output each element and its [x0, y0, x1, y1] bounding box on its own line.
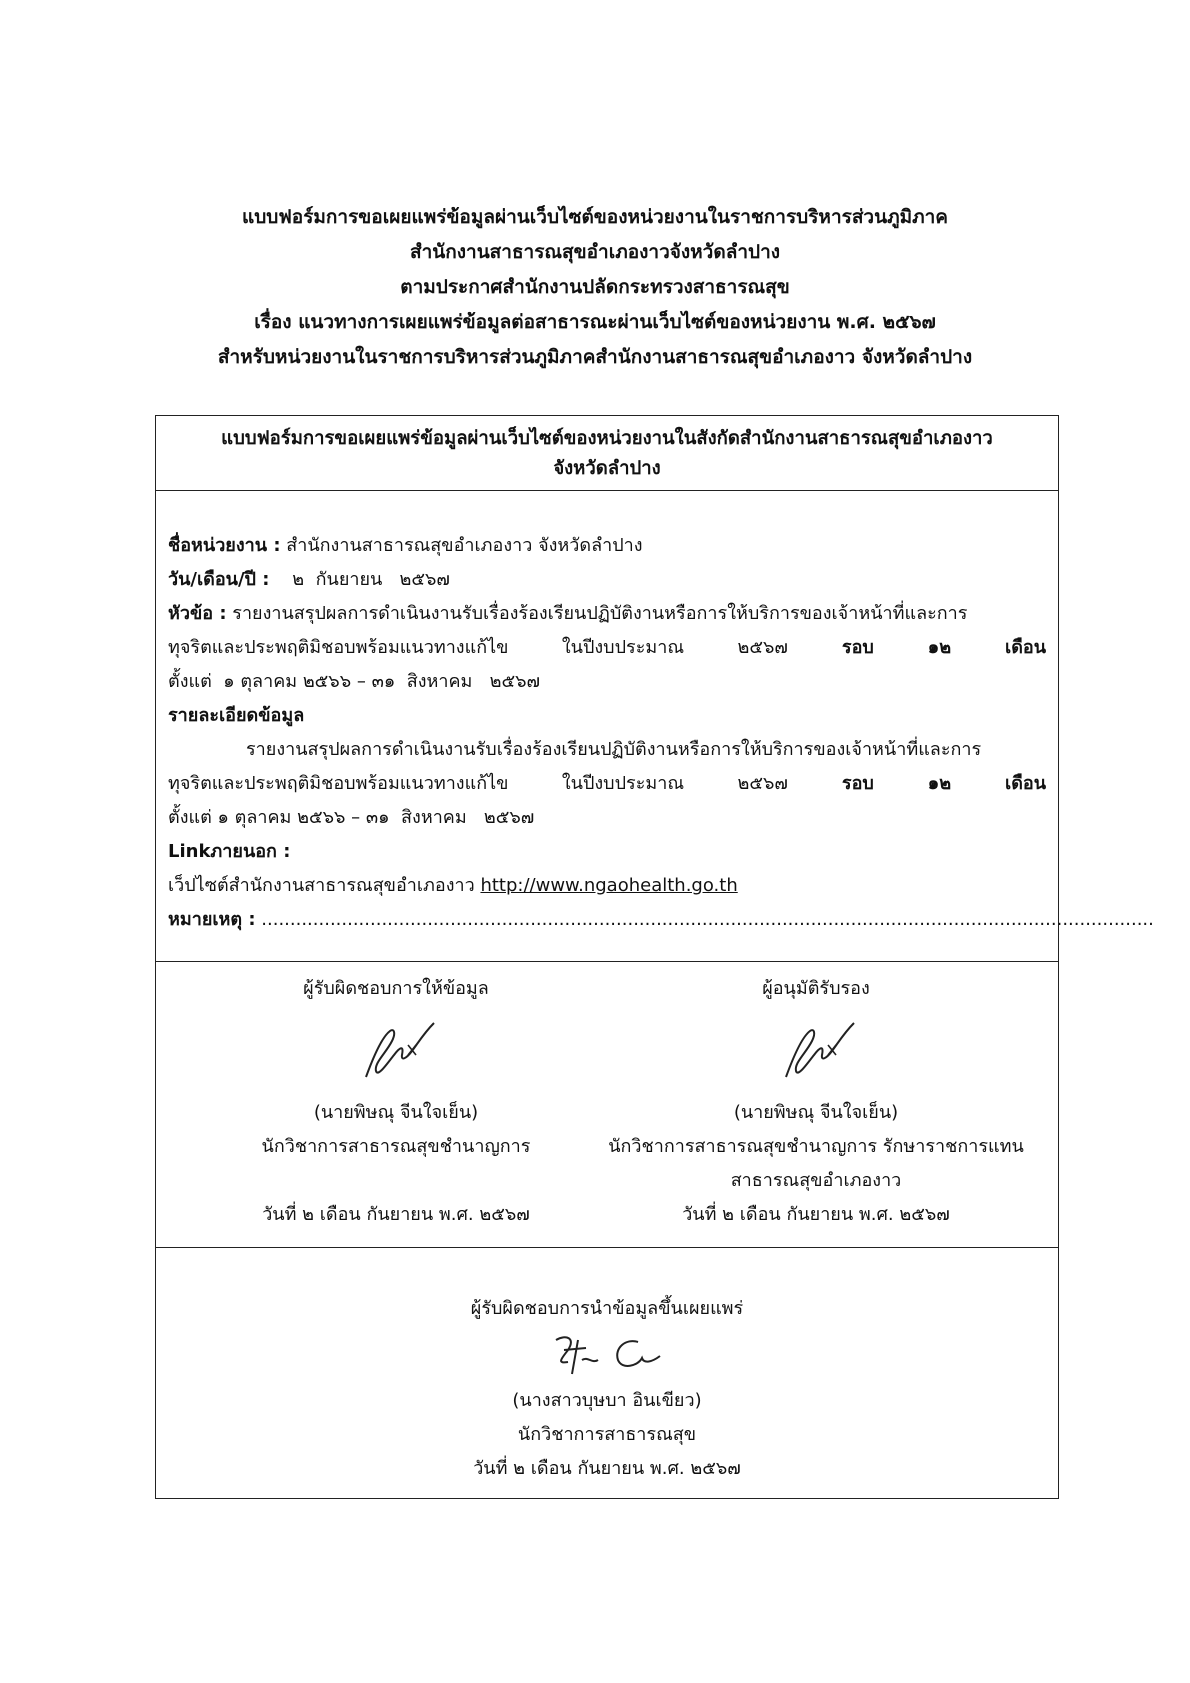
form-title: [156, 416, 1058, 491]
agency-value: สำนักงานสาธารณสุขอำเภองาว จังหวัดลำปาง: [280, 535, 643, 556]
header-line-4: เรื่อง แนวทางการเผยแพร่ข้อมูลต่อสาธารณะผ่านเว็บไซต์ของหน่วยงาน พ.ศ. ๒๕๖๗: [254, 311, 936, 333]
header-line-3: ตามประกาศสำนักงานปลัดกระทรวงสาธารณสุข: [400, 276, 790, 298]
link-label: Linkภายนอก :: [168, 841, 291, 862]
approver-position-line-2: สาธารณสุขอำเภองาว: [730, 1170, 902, 1191]
detail-round: รอบ ๑๒ เดือน: [787, 773, 1046, 794]
signature-image: [576, 1006, 1056, 1096]
signature-image: [156, 1326, 1058, 1384]
date-value: ๒ กันยายน ๒๕๖๗: [269, 569, 450, 590]
form-title-line-1: แบบฟอร์มการขอเผยแพร่ข้อมูลผ่านเว็บไซต์ของหน่วยงานในสังกัดสำนักงานสาธารณสุขอำเภองาว: [221, 428, 993, 449]
detail-line-3: ตั้งแต่ ๑ ตุลาคม ๒๕๖๖ – ๓๑ สิงหาคม ๒๕๖๗: [168, 807, 535, 828]
detail-line-2: ทุจริตและประพฤติมิชอบพร้อมแนวทางแก้ไข ในปีงบประมาณ ๒๕๖๗: [168, 773, 788, 794]
form-title-line-2: จังหวัดลำปาง: [553, 458, 661, 479]
responsible-date: วันที่ ๒ เดือน กันยายน พ.ศ. ๒๕๖๗: [262, 1204, 530, 1225]
topic-line-3: ตั้งแต่ ๑ ตุลาคม ๒๕๖๖ – ๓๑ สิงหาคม ๒๕๖๗: [168, 671, 541, 692]
topic-row-2: [168, 631, 1046, 665]
topic-line-2: ทุจริตและประพฤติมิชอบพร้อมแนวทางแก้ไข ในปีงบประมาณ ๒๕๖๗: [168, 637, 788, 658]
responsible-role: ผู้รับผิดชอบการให้ข้อมูล: [303, 978, 489, 999]
publisher-section: [156, 1248, 1058, 1498]
remark-dots: ............................................................................................................................................................: [255, 909, 1154, 930]
approver-name: (นายพิษณุ จีนใจเย็น): [733, 1102, 899, 1123]
publisher-name: (นางสาวบุษบา อินเขียว): [512, 1390, 702, 1411]
topic-row-1: [168, 597, 1046, 631]
detail-label: รายละเอียดข้อมูล: [168, 705, 305, 726]
approver-date: วันที่ ๒ เดือน กันยายน พ.ศ. ๒๕๖๗: [682, 1204, 950, 1225]
signature-section: [156, 962, 1058, 1248]
responsible-signature-block: [186, 972, 606, 1232]
website-link[interactable]: http://www.ngaohealth.go.th: [480, 875, 738, 896]
approver-role: ผู้อนุมัติรับรอง: [762, 978, 870, 999]
form-table: [155, 415, 1154, 1499]
approver-position-line-1: นักวิชาการสาธารณสุขชำนาญการ รักษาราชการแทน: [608, 1136, 1024, 1157]
header-line-2: สำนักงานสาธารณสุขอำเภองาวจังหวัดลำปาง: [409, 241, 781, 263]
agency-row: [168, 529, 1046, 563]
approver-signature-block: [576, 972, 1056, 1232]
remark-label: หมายเหตุ :: [168, 909, 256, 930]
responsible-name: (นายพิษณุ จีนใจเย็น): [313, 1102, 479, 1123]
publisher-position: นักวิชาการสาธารณสุข: [517, 1424, 697, 1445]
topic-line-1: รายงานสรุปผลการดำเนินงานรับเรื่องร้องเรียนปฏิบัติงานหรือการให้บริการของเจ้าหน้าที่และการ: [226, 603, 968, 624]
topic-label: หัวข้อ :: [168, 603, 227, 624]
agency-label: ชื่อหน่วยงาน :: [168, 535, 281, 556]
signature-image: [186, 1006, 606, 1096]
date-row: [168, 563, 1046, 597]
remark-row: [168, 903, 1154, 937]
header-line-5: สำหรับหน่วยงานในราชการบริหารส่วนภูมิภาคสำนักงานสาธารณสุขอำเภองาว จังหวัดลำปาง: [217, 346, 973, 368]
form-details: [156, 491, 1154, 962]
date-label: วัน/เดือน/ปี :: [168, 569, 270, 590]
detail-row-2: [168, 767, 1046, 801]
publisher-date: วันที่ ๒ เดือน กันยายน พ.ศ. ๒๕๖๗: [473, 1458, 741, 1479]
topic-round: รอบ ๑๒ เดือน: [787, 637, 1046, 658]
detail-line-1: รายงานสรุปผลการดำเนินงานรับเรื่องร้องเรียนปฏิบัติงานหรือการให้บริการของเจ้าหน้าที่และการ: [246, 739, 982, 760]
publisher-role: ผู้รับผิดชอบการนำข้อมูลขึ้นเผยแพร่: [470, 1298, 744, 1319]
document-header: [0, 200, 1190, 375]
website-text: เว็ปไซต์สำนักงานสาธารณสุขอำเภองาว: [168, 875, 481, 896]
website-row: [168, 869, 1046, 903]
header-line-1: แบบฟอร์มการขอเผยแพร่ข้อมูลผ่านเว็บไซต์ของหน่วยงานในราชการบริหารส่วนภูมิภาค: [241, 206, 949, 228]
responsible-position: นักวิชาการสาธารณสุขชำนาญการ: [261, 1136, 531, 1157]
